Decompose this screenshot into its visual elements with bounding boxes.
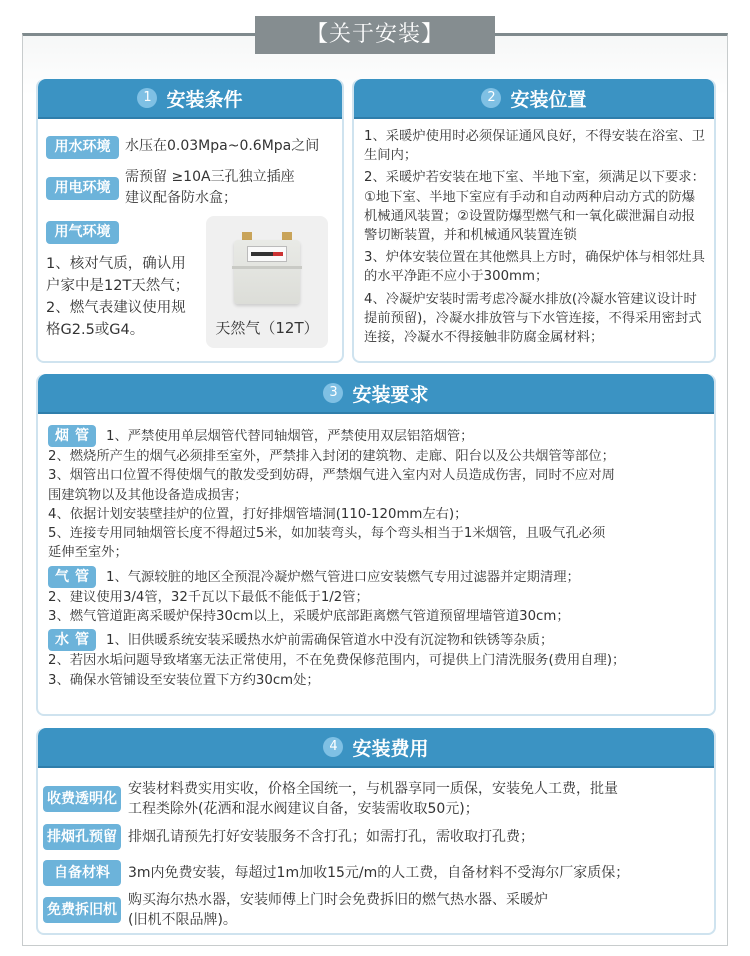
section-title: 安装条件	[166, 88, 243, 111]
text-line: 格G2.5或G4。	[46, 322, 145, 338]
section-install-conditions	[36, 79, 344, 363]
requirement-text: 1、严禁使用单层烟管代替同轴烟管，严禁使用双层铝箔烟管；	[106, 429, 474, 444]
section-install-location	[352, 79, 716, 363]
requirement-line: 3、确保水管铺设至安装位置下方约30cm处；	[48, 672, 320, 688]
condition-gas-text	[46, 253, 189, 341]
requirement-line: 2、若因水垢问题导致堵塞无法正常使用，不在免费保修范围内，可提供上门清洗服务(费用自理)；	[48, 653, 626, 669]
number-badge: 4	[323, 737, 343, 757]
meter-caption: 天然气（12T）	[215, 319, 319, 337]
requirement-text: 1、旧供暖系统安装采暖热水炉前需确保管道水中没有沉淀物和铁锈等杂质；	[106, 633, 554, 649]
number-badge: 2	[481, 88, 501, 108]
tag-water-pipe: 水管	[48, 629, 96, 651]
section-header	[38, 728, 714, 768]
text-line: 户家中是12T天然气；	[46, 278, 190, 294]
gas-meter-image	[206, 216, 328, 348]
location-rule: 4、冷凝炉安装时需考虑冷凝水排放(冷凝水管建议设计时提前预留)，冷凝水排放管与下水管连接，不得采用密封式连接，冷凝水不得接触非防腐金属材料；	[364, 291, 702, 346]
requirement-line: 2、燃烧所产生的烟气必须排至室外，严禁排入封闭的建筑物、走廊、阳台以及公共烟管等部位；	[48, 449, 615, 464]
requirement-text: 1、气源较脏的地区全预混冷凝炉燃气管进口应安装燃气专用过滤器并定期清理；	[106, 569, 580, 585]
section-title: 安装位置	[510, 88, 587, 111]
requirement-line: 4、依据计划安装壁挂炉的位置，打好排烟管墙洞(110-120mm左右)；	[48, 506, 468, 522]
tag-free-removal: 免费拆旧机	[43, 897, 121, 923]
text-line: 安装材料费实用实收，价格全国统一，与机器享同一质保，安装免人工费，批量	[128, 781, 618, 797]
fee-text	[128, 779, 618, 819]
tag-flue-hole: 排烟孔预留	[43, 824, 121, 850]
gas-meter-icon	[234, 232, 300, 304]
condition-water	[46, 136, 319, 159]
page-title: 【关于安装】	[255, 16, 495, 54]
section-header	[354, 79, 714, 119]
section-install-fees	[36, 728, 716, 935]
requirement-line	[48, 425, 714, 447]
location-rule: 3、炉体安装位置在其他燃具上方时，确保炉体与相邻灶具的水平净距不应小于300mm；	[364, 250, 705, 285]
requirement-line: 2、建议使用3/4管，32千瓦以下最低不能低于1/2管；	[48, 589, 369, 605]
fee-text	[128, 890, 548, 930]
text-line: 需预留 ≥10A三孔独立插座	[125, 169, 295, 185]
fee-free-removal	[43, 890, 548, 930]
tag-gas-environment: 用气环境	[46, 221, 119, 244]
section-install-requirements	[36, 374, 716, 716]
fee-flue-hole	[43, 824, 534, 850]
tag-flue-pipe: 烟管	[48, 425, 96, 447]
text-line: 2、燃气表建议使用规	[46, 300, 186, 316]
condition-electric	[46, 167, 295, 209]
requirement-line: 延伸至室外；	[48, 545, 128, 561]
number-badge: 1	[137, 88, 157, 108]
number-badge: 3	[323, 383, 343, 403]
condition-text	[46, 253, 189, 341]
requirement-line: 围建筑物以及其他设备造成损害；	[48, 487, 248, 503]
section-title: 安装要求	[352, 383, 429, 406]
fee-text: 3m内免费安装，每超过1m加收15元/m的人工费，自备材料不受海尔厂家质保；	[128, 865, 630, 881]
condition-text: 水压在0.03Mpa~0.6Mpa之间	[125, 138, 320, 154]
fee-own-materials	[43, 860, 629, 886]
text-line: 购买海尔热水器，安装师傅上门时会免费拆旧的燃气热水器、采暖炉	[128, 892, 548, 908]
section-header	[38, 79, 342, 119]
requirement-line: 3、烟管出口位置不得使烟气的散发受到妨碍，严禁烟气进入室内对人员造成伤害，同时不应对周	[48, 468, 615, 484]
condition-text	[125, 167, 295, 209]
water-pipe-group	[48, 629, 714, 690]
flue-pipe-group	[48, 425, 714, 563]
text-line: (旧机不限品牌)。	[128, 912, 237, 928]
section-title: 安装费用	[352, 737, 429, 760]
fee-text: 排烟孔请预先打好安装服务不含打孔；如需打孔，需收取打孔费；	[128, 829, 534, 845]
requirement-line: 5、连接专用同轴烟管长度不得超过5米，如加装弯头，每个弯头相当于1米烟管，且吸气孔必须	[48, 526, 606, 542]
tag-own-materials: 自备材料	[43, 860, 121, 886]
section-header	[38, 374, 714, 414]
tag-water-environment: 用水环境	[46, 136, 119, 159]
location-rule: 1、采暖炉使用时必须保证通风良好，不得安装在浴室、卫生间内；	[364, 129, 705, 164]
requirement-line	[48, 629, 714, 651]
requirement-line	[48, 566, 714, 588]
tag-gas-pipe: 气管	[48, 566, 96, 588]
text-line: 建议配备防水盒；	[125, 190, 237, 206]
condition-gas	[46, 221, 125, 244]
requirement-line: 3、燃气管道距离采暖炉保持30cm以上，采暖炉底部距离燃气管道预留埋墙管道30cm；	[48, 609, 570, 625]
tag-transparent-fees: 收费透明化	[43, 786, 121, 812]
gas-pipe-group	[48, 566, 714, 627]
text-line: 1、核对气质，确认用	[46, 256, 186, 272]
text-line: 工程类除外(花洒和混水阀建议自备，安装需收取50元)；	[128, 801, 479, 817]
location-rule: 2、采暖炉若安装在地下室、半地下室，须满足以下要求：①地下室、半地下室应有手动和自动两种启动方式的防爆机械通风装置；②设置防爆型燃气和一氧化碳泄漏自动报警切断装置，并和机械通风装置连锁	[364, 170, 705, 244]
tag-electric-environment: 用电环境	[46, 177, 119, 200]
fee-transparent	[43, 779, 618, 819]
